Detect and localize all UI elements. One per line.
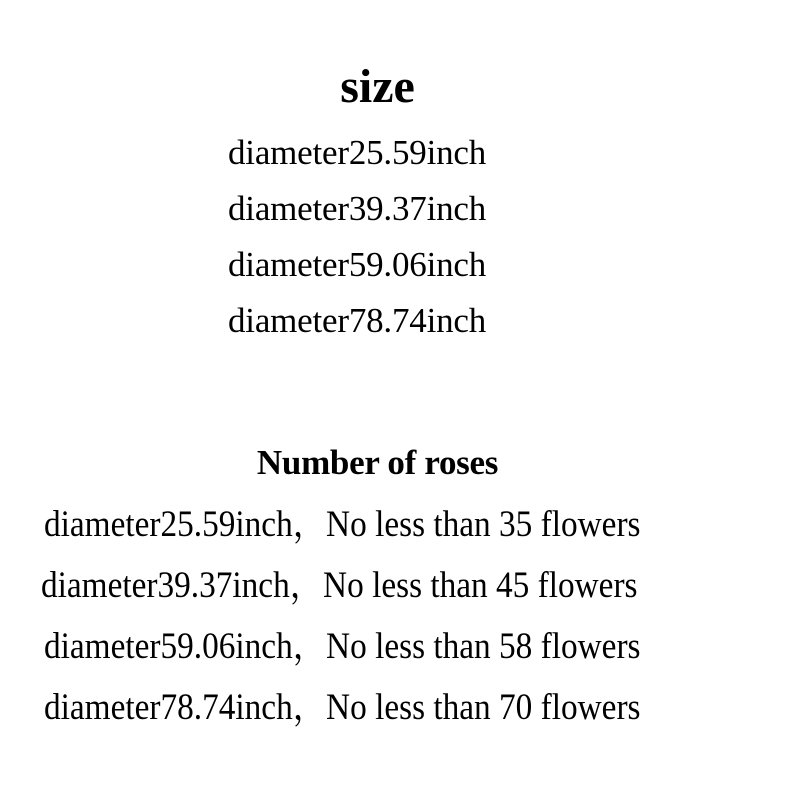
size-list xyxy=(228,133,486,357)
roses-item-separator: ， xyxy=(292,504,327,545)
roses-item-size: diameter39.37inch xyxy=(41,565,290,606)
size-item: diameter25.59inch xyxy=(228,133,487,172)
roses-item xyxy=(0,566,800,627)
roses-item-text xyxy=(44,688,641,728)
roses-item-separator: ， xyxy=(292,626,327,667)
roses-item xyxy=(0,688,800,749)
roses-item-size: diameter25.59inch xyxy=(44,504,293,545)
roses-item-size: diameter78.74inch xyxy=(44,687,293,728)
roses-item xyxy=(0,627,800,688)
number-of-roses-heading: Number of roses xyxy=(256,443,499,482)
roses-list xyxy=(0,505,800,749)
size-item: diameter59.06inch xyxy=(228,245,487,284)
roses-item-separator: ， xyxy=(289,565,324,606)
roses-item-separator: ， xyxy=(292,687,327,728)
roses-item-size: diameter59.06inch xyxy=(44,626,293,667)
roses-item-count: No less than 70 flowers xyxy=(326,687,641,728)
roses-item-count: No less than 45 flowers xyxy=(323,565,638,606)
roses-item xyxy=(0,505,800,566)
size-item: diameter39.37inch xyxy=(228,189,487,228)
roses-item-text xyxy=(44,505,641,545)
size-heading: size xyxy=(340,60,415,113)
size-item: diameter78.74inch xyxy=(228,301,487,340)
roses-item-text xyxy=(44,627,641,667)
roses-item-count: No less than 35 flowers xyxy=(326,504,641,545)
roses-item-text xyxy=(41,566,638,606)
roses-item-count: No less than 58 flowers xyxy=(326,626,641,667)
